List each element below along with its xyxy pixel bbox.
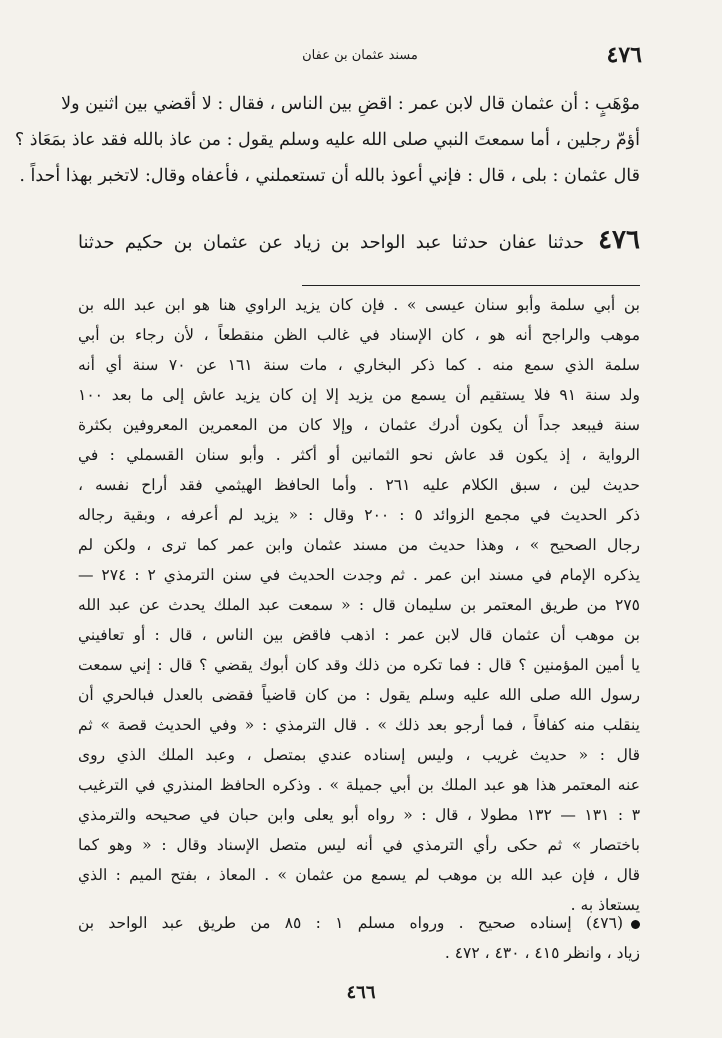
note-line: ينقلب منه كفافاً ، فما أرجو بعد ذلك » . قال الترمذي : « وفي الحديث قصة » ثم [78, 716, 640, 734]
note-line: سلمة الذي سمع منه . كما ذكر البخاري ، مات سنة ١٦١ عن ٧٠ سنة أي أنه [78, 356, 641, 374]
note-line [78, 908, 640, 938]
page-number-bottom: ٤٦٦ [346, 982, 376, 1003]
bullet-icon [631, 920, 640, 929]
note-line: يستعاذ به . [570, 896, 640, 914]
note-line: ذكر الحديث في مجمع الزوائد ٥ : ٢٠٠ وقال : « يزيد لم أعرفه ، وبقية رجاله [78, 506, 641, 524]
text-line: أؤمّ رجلين ، أما سمعتَ النبي صلى الله عليه وسلم يقول : من عاذ بالله فقد عاذ بمَعَاذ ؟ [14, 130, 640, 150]
note-line: يذكره الإمام في مسند ابن عمر . ثم وجدت الحديث في سنن الترمذي ٢ : ٢٧٤ — [78, 566, 641, 584]
note-line: رسول الله صلى الله عليه وسلم يقول : من كان قاضياً فقضى بالعدل فبالحري أن [78, 686, 640, 704]
note-line: يا أمين المؤمنين ؟ قال : فما تكره من ذلك وقد كان أبوك يقضي ؟ قال : إني سمعت [78, 656, 640, 674]
footnotes-block [78, 290, 640, 920]
note-line: ولد سنة ٩١ فلا يستقيم أن يسمع من يزيد إلا إن كان يزيد عاش إلى ما بعد ١٠٠ [78, 386, 640, 404]
note-line: ٢٧٥ من طريق المعتمر بن سليمان قال : « سمعت عبد الملك يحدث عن عبد الله [78, 596, 640, 614]
footnote-divider [302, 285, 640, 286]
hadith-number: ٤٧٦ [598, 225, 640, 255]
note-line: باختصار » ثم حكى رأي الترمذي في أنه ليس متصل الإسناد وقال : « وهو كما [78, 836, 640, 854]
note-476-text: (٤٧٦) إسناده صحيح . ورواه مسلم ١ : ٨٥ من طريق عبد الواحد بن [78, 914, 624, 932]
note-line: ٣ : ١٣١ — ١٣٢ مطولا ، قال : « رواه أبو يعلى وابن حبان في صحيحه والترمذي [78, 806, 641, 824]
note-line: الرواية ، إذ يكون قد عاش نحو الثمانين أو أكثر . وأبو سنان القسملي : في [78, 446, 640, 464]
text-line: موْهَبٍ : أن عثمان قال لابن عمر : اقضِ بين الناس ، فقال : لا أقضي بين اثنين ولا [61, 94, 640, 114]
page-header [78, 42, 642, 72]
note-line: عنه المعتمر هذا هو عبد الملك بن أبي جميلة » . وذكره الحافظ المنذري في الترغيب [78, 776, 640, 794]
note-line: زياد ، وانظر ٤١٥ ، ٤٣٠ ، ٤٧٢ . [444, 944, 640, 962]
note-476-block [78, 908, 640, 968]
note-line: رجال الصحيح » ، وهذا حديث من مسند عثمان وابن عمر كما ترى ، ولكن لم [78, 536, 640, 554]
text-line: قال عثمان : بلى ، قال : فإني أعوذ بالله أن تستعملني ، فأعفاه وقال: لاتخبر بهذا أحداً . [19, 166, 640, 186]
continuation-paragraph [14, 86, 640, 194]
note-line: موهب والراجح أنه هو ، كان الإسناد في غالب الظن منقطعاً ، لأن رجاء بن أبي [78, 326, 640, 344]
hadith-heading [78, 220, 640, 263]
note-line: سنة فيبعد جداً أن يكون أدرك عثمان ، وإلا كان من المعمرين المعروفين بكثرة [78, 416, 640, 434]
hadith-text: حدثنا عفان حدثنا عبد الواحد بن زياد عن عثمان بن حكيم حدثنا [78, 232, 585, 253]
note-line: قال : « حديث غريب ، وليس إسناده عندي بمتصل ، وعبد الملك الذي روى [78, 746, 640, 764]
note-line: بن أبي سلمة وأبو سنان عيسى » . فإن كان يزيد الراوي هنا هو ابن عبد الله بن [78, 296, 640, 314]
note-line: قال ، فإن عبد الله بن موهب لم يسمع من عثمان » . المعاذ ، بفتح الميم : الذي [78, 866, 640, 884]
note-line: حديث لين ، سبق الكلام عليه ٢٦١ . وأما الحافظ الهيثمي فقد أراح نفسه ، [78, 476, 640, 494]
running-title: مسند عثمان بن عفان [302, 48, 418, 63]
note-line: بن موهب أن عثمان قال لابن عمر : اذهب فاقض بين الناس ، قال : أو تعافيني [78, 626, 640, 644]
page-number-top: ٤٧٦ [606, 42, 642, 68]
